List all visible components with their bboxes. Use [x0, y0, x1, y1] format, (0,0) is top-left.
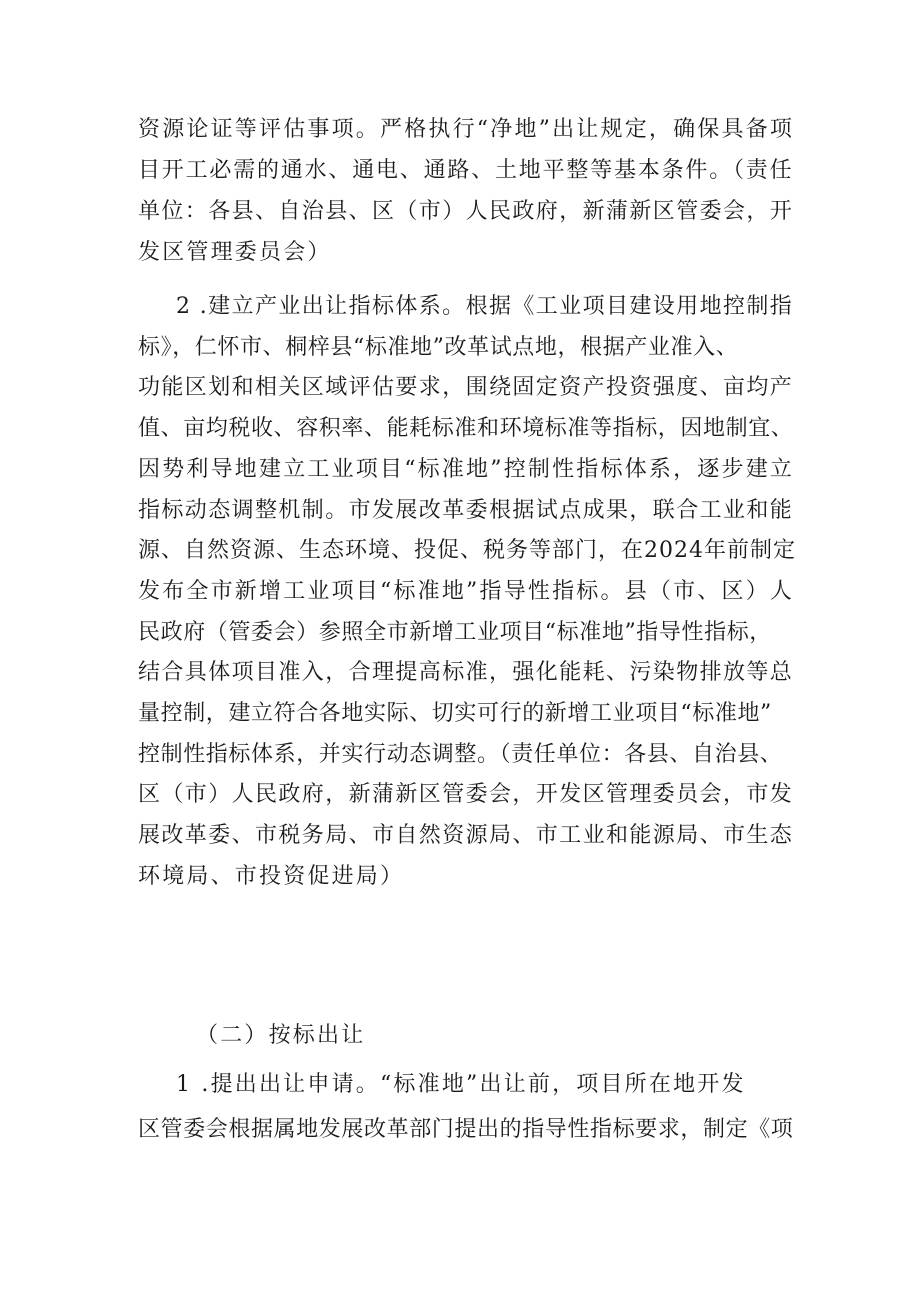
- text-line: 发区管理委员会）: [138, 240, 332, 265]
- text-line: 资源论证等评估事项。严格执行“净地”出让规定，确保具备项: [138, 117, 795, 142]
- text-line: 区管委会根据属地发展改革部门提出的指导性指标要求，制定《项: [138, 1117, 794, 1142]
- text-line: 民政府（管委会）参照全市新增工业项目“标准地”指导性指标，: [138, 620, 772, 645]
- text-line: 环境局、市投资促进局）: [138, 864, 405, 889]
- text-line: 结合具体项目准入，合理提高标准，强化能耗、污染物排放等总: [138, 660, 794, 685]
- text-line: 目开工必需的通水、通电、通路、土地平整等基本条件。（责任: [138, 158, 794, 183]
- text-line: 量控制，建立符合各地实际、切实可行的新增工业项目“标准地”: [138, 701, 772, 726]
- section-heading: （二）按标出让: [196, 1023, 366, 1048]
- text-line: 功能区划和相关区域评估要求，围绕固定资产投资强度、亩均产: [138, 375, 794, 400]
- text-line: 控制性指标体系，并实行动态调整。（责任单位：各县、自治县、: [138, 742, 783, 767]
- text-line: 指标动态调整机制。市发展改革委根据试点成果，联合工业和能: [138, 498, 794, 523]
- paragraph-start-line: 1 .提出出让申请。“标准地”出让前，项目所在地开发: [176, 1072, 746, 1097]
- text-line: 值、亩均税收、容积率、能耗标准和环境标准等指标，因地制宜、: [138, 416, 794, 441]
- text-line: 单位：各县、自治县、区（市）人民政府，新蒲新区管委会，开: [138, 199, 794, 224]
- text-line: 标》，仁怀市、桐梓县“标准地”改革试点地，根据产业准入、: [138, 335, 739, 360]
- paragraph-start-line: 2 .建立产业出让指标体系。根据《工业项目建设用地控制指: [176, 294, 794, 319]
- text-line: 源、自然资源、生态环境、投促、税务等部门，在2024年前制定: [138, 538, 796, 563]
- text-line: 展改革委、市税务局、市自然资源局、市工业和能源局、市生态: [138, 823, 794, 848]
- text-line: 发布全市新增工业项目“标准地”指导性指标。县（市、区）人: [138, 579, 795, 604]
- text-line: 因势利导地建立工业项目“标准地”控制性指标体系，逐步建立: [138, 457, 795, 482]
- text-line: 区（市）人民政府，新蒲新区管委会，开发区管理委员会，市发: [138, 782, 794, 807]
